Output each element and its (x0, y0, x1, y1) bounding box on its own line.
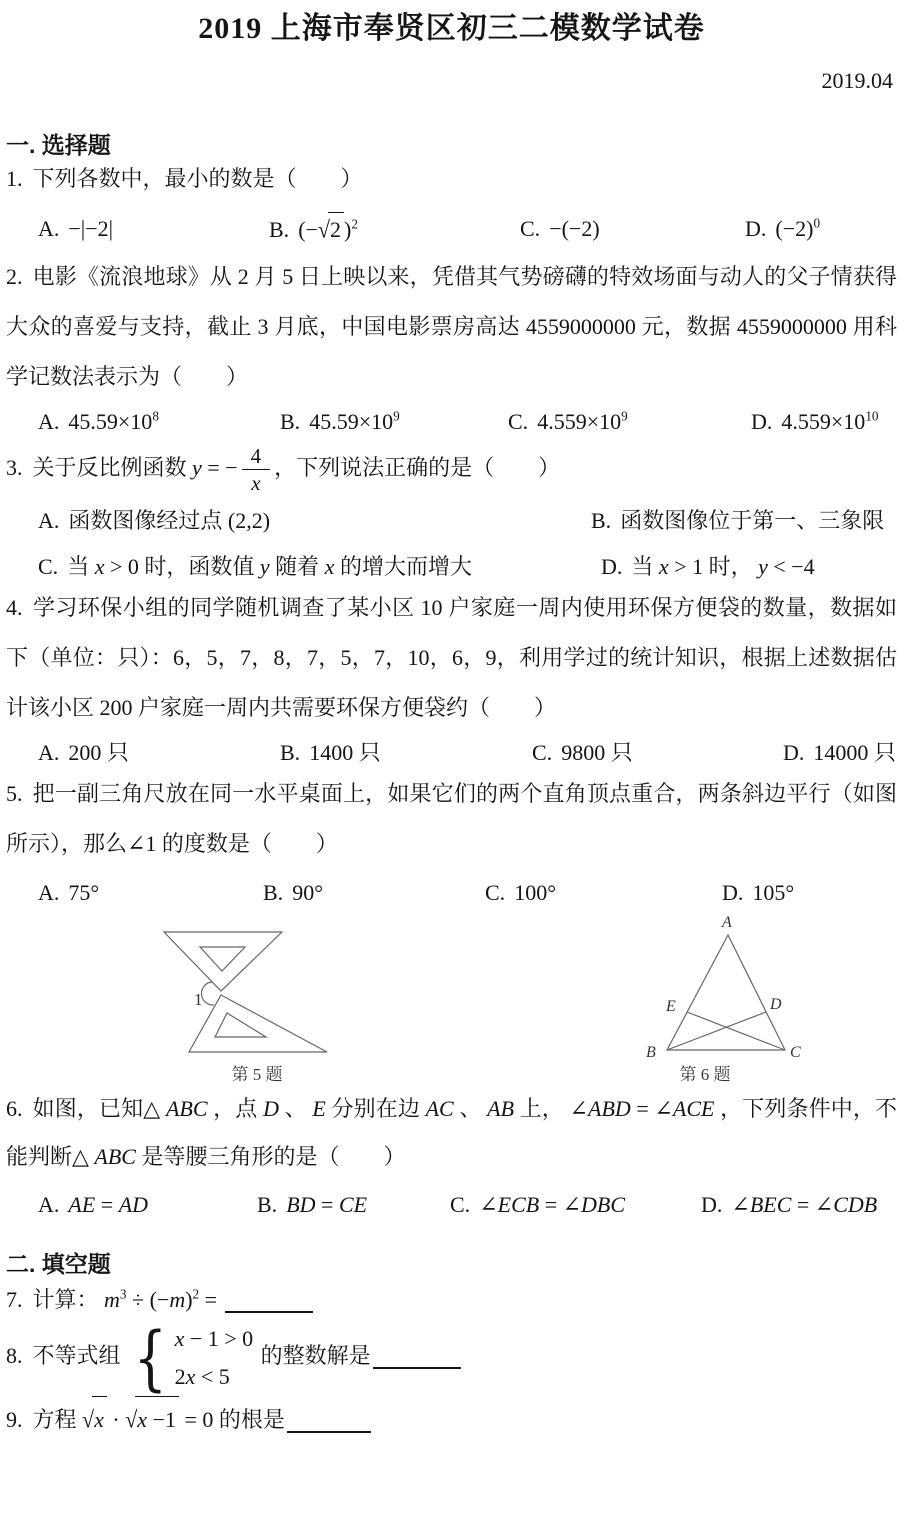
option-label: B. (263, 880, 284, 906)
option-label: C. (520, 216, 541, 241)
question-5-stem (6, 769, 897, 869)
section-2-heading: 二. 填空题 (6, 1251, 111, 1278)
option-value: ∠BEC = ∠CDB (731, 1192, 878, 1218)
option-label: D. (722, 880, 744, 906)
option-value: 90° (292, 880, 323, 906)
question-5-option-d (722, 877, 897, 909)
option-value: −|−2| (68, 216, 114, 241)
option-label: A. (38, 216, 60, 241)
option-label: B. (591, 508, 612, 534)
figure-6 (600, 915, 810, 1085)
exam-date: 2019.04 (821, 68, 893, 93)
option-value: $45.59\times 10^9$ (309, 408, 400, 434)
vertex-a-label: A (722, 915, 732, 932)
question-4-options (38, 737, 897, 769)
question-3-stem (6, 438, 897, 501)
option-label: B. (280, 409, 301, 434)
option-value: 1400 只 (309, 740, 381, 766)
point-d-label: D (770, 996, 782, 1014)
question-7-number: 7. (6, 1287, 23, 1313)
question-4-text: 学习环保小组的同学随机调查了某小区 10 户家庭一周内使用环保方便袋的数量，数据如下（单位：只）：6，5，7，8，7，5，7，10，6，9，利用学过的统计知识，根据上述数据估计该小区 200 户家庭一周内共需要环保方便袋约（ ） (6, 595, 897, 721)
question-6-number: 6. (6, 1096, 23, 1122)
option-label: C. (38, 554, 59, 580)
question-7-text: 计算： $m^3 \div (-m)^2$ = (33, 1287, 313, 1312)
option-value: $4.559\times 10^9$ (537, 408, 628, 434)
question-8-number: 8. (6, 1343, 23, 1369)
question-4-option-a (38, 737, 280, 769)
figures-row (142, 915, 897, 1085)
question-1-options (38, 206, 897, 252)
option-label: A. (38, 409, 60, 434)
option-label: B. (257, 1192, 278, 1218)
option-label: C. (450, 1192, 471, 1218)
option-value: −(−2) (549, 216, 600, 241)
question-3-option-b (591, 505, 897, 537)
question-4-number: 4. (6, 595, 23, 621)
option-value: 105° (752, 880, 795, 906)
question-6-option-d (701, 1189, 897, 1221)
question-1-option-d (745, 213, 897, 245)
question-6-option-c (450, 1189, 701, 1221)
option-label: A. (38, 508, 60, 534)
question-6-option-a (38, 1189, 257, 1221)
question-1-stem (6, 160, 897, 198)
option-value: 100° (514, 880, 556, 906)
question-9-number: 9. (6, 1406, 23, 1432)
option-label: D. (783, 740, 805, 766)
option-value: 75° (68, 880, 100, 906)
question-1-number: 1. (6, 166, 23, 191)
angle-1-label: 1 (194, 990, 203, 1010)
question-2-options (38, 406, 897, 438)
question-6-stem (6, 1085, 897, 1181)
question-3-option-a (38, 505, 591, 537)
vertex-b-label: B (646, 1044, 656, 1062)
option-label: B. (280, 740, 301, 766)
question-6-text: 如图，已知△ ABC ，点 D 、 E 分别在边 AC 、 AB 上， ∠ABD = ∠ACE ，下列条件中，不能判断△ ABC 是等腰三角形的是（ ） (6, 1096, 897, 1170)
question-4-option-d (783, 737, 897, 769)
option-label: D. (745, 216, 767, 241)
question-2-stem (6, 252, 897, 402)
option-value: $45.59\times 10^8$ (68, 408, 159, 434)
question-8-text: 不等式组 { x − 1 > 0 2x < 5 的整数解是 (33, 1343, 461, 1368)
option-label: D. (751, 409, 773, 434)
question-5-text: 把一副三角尺放在同一水平桌面上，如果它们的两个直角顶点重合，两条斜边平行（如图所示），那么∠1 的度数是（ ） (6, 781, 897, 857)
question-5-options (38, 877, 897, 909)
option-value: 9800 只 (561, 740, 633, 766)
figure-6-caption: 第 6 题 (679, 1065, 731, 1085)
question-7 (6, 1279, 897, 1321)
option-label: B. (269, 217, 290, 242)
point-e-label: E (666, 998, 676, 1016)
question-2-text: 电影《流浪地球》从 2 月 5 日上映以来，凭借其气势磅礴的特效场面与动人的父子情获得大众的喜爱与支持，截止 3 月底，中国电影票房高达 4559000000 元，数据 4559000000 用科学记数法表示为（ ） (6, 264, 897, 389)
question-5-number: 5. (6, 781, 23, 807)
option-label: C. (485, 880, 506, 906)
question-5-option-c (485, 877, 722, 909)
section-1-heading: 一. 选择题 (6, 132, 111, 158)
question-2-option-b (280, 406, 508, 438)
option-value: $(-2)^0$ (775, 215, 821, 241)
question-4-option-c (532, 737, 783, 769)
question-3-number: 3. (6, 454, 23, 480)
question-1-option-c (520, 213, 745, 245)
triangle-abc-diagram (600, 915, 810, 1065)
question-3-options-row-1 (38, 505, 897, 537)
question-2-option-a (38, 406, 280, 438)
option-label: D. (701, 1192, 723, 1218)
question-1-option-b (269, 212, 520, 246)
option-value: ∠ECB = ∠DBC (479, 1192, 626, 1218)
question-4-stem (6, 583, 897, 733)
question-4-option-b (280, 737, 532, 769)
question-1-text: 下列各数中，最小的数是（ ） (32, 166, 363, 191)
set-squares-diagram (142, 915, 372, 1065)
question-3-options-row-2 (38, 551, 897, 583)
option-value: 14000 只 (813, 740, 896, 766)
option-value: 函数图像经过点 (2,2) (68, 508, 271, 534)
question-6-option-b (257, 1189, 450, 1221)
option-value: 200 只 (68, 740, 129, 766)
question-2-option-c (508, 406, 751, 438)
option-value: AE = AD (68, 1192, 149, 1218)
question-1-option-a (38, 213, 269, 245)
vertex-c-label: C (790, 1044, 801, 1062)
figure-5 (142, 915, 372, 1085)
question-6-options (38, 1189, 897, 1221)
question-8 (6, 1317, 897, 1400)
exam-page (0, 6, 905, 1442)
question-3-option-c (38, 551, 601, 583)
option-value: (−√2 )$^2$ (298, 217, 358, 242)
option-label: C. (508, 409, 529, 434)
question-9-text: 方程 √x · √x −1 = 0 的根是 (33, 1407, 371, 1432)
page-title: 2019 上海市奉贤区初三二模数学试卷 (198, 12, 705, 45)
question-3-option-d (601, 551, 897, 583)
option-label: A. (38, 740, 60, 766)
question-9 (6, 1396, 897, 1442)
question-2-number: 2. (6, 264, 23, 289)
figure-5-caption: 第 5 题 (231, 1065, 283, 1085)
option-value: $4.559\times 10^{10}$ (781, 408, 879, 434)
question-3-text: 关于反比例函数 y = − $\frac{4}{x}$ ，下列说法正确的是（ ） (32, 444, 561, 496)
option-value: BD = CE (286, 1192, 368, 1218)
question-5-option-a (38, 877, 263, 909)
option-label: A. (38, 880, 60, 906)
option-label: D. (601, 554, 623, 580)
option-value: 当 x > 0 时，函数值 y 随着 x 的增大而增大 (67, 554, 472, 580)
question-5-option-b (263, 877, 485, 909)
option-value: 函数图像位于第一、三象限 (620, 508, 885, 534)
question-2-option-d (751, 406, 897, 438)
option-label: C. (532, 740, 553, 766)
option-value: 当 x > 1 时， y < −4 (631, 554, 815, 580)
option-label: A. (38, 1192, 60, 1218)
